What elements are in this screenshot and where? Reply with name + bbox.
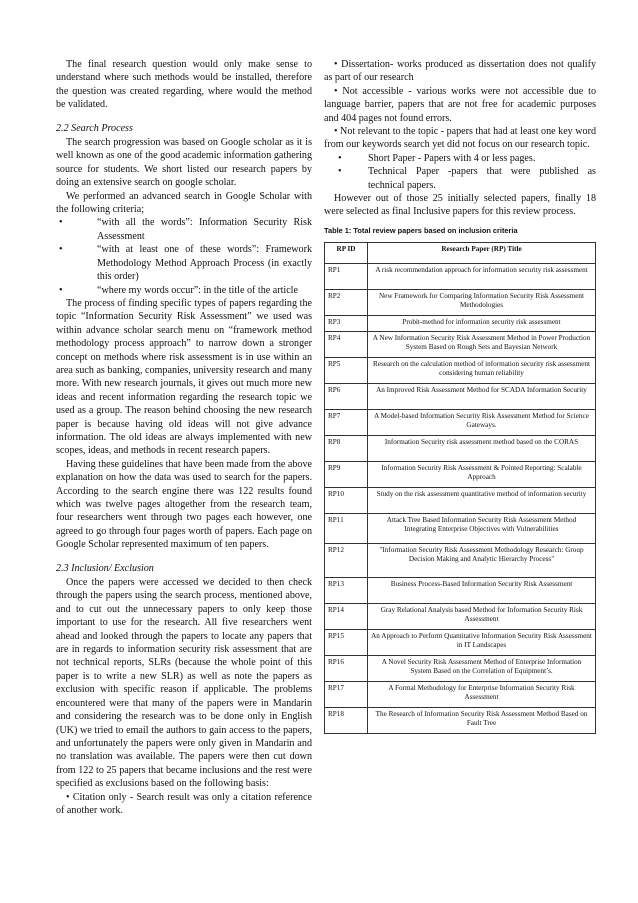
- table-row: [325, 316, 596, 332]
- intro-paragraph: The final research question would only make sense to understand where such methods would be installed, therefore the question was created regarding, where would the method be validated.: [56, 59, 312, 111]
- criteria-item: • “with all the words”: Information Security Risk Assessment: [59, 217, 312, 242]
- final-selection-paragraph: However out of those 25 initially selected papers, finally 18 were selected as final Inclusive papers for this review process.: [324, 193, 596, 218]
- cell-rp-id: RP15: [325, 630, 368, 656]
- table-row: [325, 630, 596, 656]
- cell-rp-id: RP12: [325, 544, 368, 578]
- cell-rp-id: RP1: [325, 264, 368, 290]
- right-column: [324, 58, 596, 734]
- table-row: [325, 604, 596, 630]
- exclusion-item: • Technical Paper -papers that were published as technical papers.: [338, 166, 596, 191]
- table-header-row: [325, 243, 596, 264]
- table-row: [325, 578, 596, 604]
- cell-rp-id: RP11: [325, 514, 368, 544]
- inclusion-paragraph: Once the papers were accessed we decided to then check through the papers using the search process, mentioned above, and to cut out the unnecessary papers to only keep those important to use for the research. All five researchers went ahead and looked through the papers to locate any papers that are in regards to information security risk assessment that are not technical reports, SLRs (because the whole point of this paper is to write a new SLR) as well as note the papers as exclusion with specific reason if applicable. The problems encountered were that many of the papers were in Mandarin and considering the research was to be done only in English (UK) we tried to email the authors to gain access to the papers, and unfortunately the papers were only given in Mandarin and no translation was available. The papers were then cut down from 122 to 25 papers that became inclusions and the rest were specified as exclusions based on the following basis:: [56, 577, 312, 790]
- table-row: [325, 264, 596, 290]
- cell-rp-id: RP3: [325, 316, 368, 332]
- cell-paper-title: Attack Tree Based Information Security Risk Assessment Method Integrating Enterprise Objectives with Vulnerabilities: [368, 514, 596, 544]
- table-caption: Table 1: Total review papers based on inclusion criteria: [324, 225, 518, 235]
- criteria-item: • “where my words occur”: in the title of the article: [59, 284, 298, 296]
- exclusion-item: • Not accessible - various works were not accessible due to language barrier, papers that are not free for academic purposes and 404 pages not found errors.: [324, 85, 596, 124]
- cell-rp-id: RP2: [325, 290, 368, 316]
- cell-rp-id: RP5: [325, 358, 368, 384]
- cell-paper-title: Probit-method for information security risk assessment: [368, 316, 596, 332]
- table-row: [325, 332, 596, 358]
- table-row: [325, 410, 596, 436]
- cell-rp-id: RP18: [325, 708, 368, 734]
- section-heading-inclusion-exclusion: 2.3 Inclusion/ Exclusion: [56, 562, 154, 574]
- cell-paper-title: Information Security risk assessment method based on the CORAS: [368, 436, 596, 462]
- cell-paper-title: Gray Relational Analysis based Method for Information Security Risk Assessment: [368, 604, 596, 630]
- cell-paper-title: A New Information Security Risk Assessment Method in Power Production System Based on Rough Sets and Bayesian Network: [368, 332, 596, 358]
- cell-rp-id: RP16: [325, 656, 368, 682]
- cell-paper-title: A Model-based Information Security Risk Assessment Method for Science Gateways.: [368, 410, 596, 436]
- table-row: [325, 708, 596, 734]
- cell-rp-id: RP10: [325, 488, 368, 514]
- table-row: [325, 358, 596, 384]
- process-paragraph: The process of finding specific types of papers regarding the topic “Information Security Risk Assessment” we used was within advance scholar search menu on “framework method methodology process approach” to narrow down a stronger concept on methods where risk assessment is in use within an area such as banking, companies, university research and many more. With new research journals, it gives out much more new ideas and recent information regarding the research topic we used as a group. The reason behind choosing the new research paper is because having old ideas will not give advance information. The old ideas are always implemented with new scopes, ideas, and methods in recent research papers.: [56, 297, 312, 457]
- exclusion-item: • Short Paper - Papers with 4 or less pages.: [338, 152, 536, 164]
- cell-rp-id: RP9: [325, 462, 368, 488]
- left-column: [56, 58, 312, 817]
- review-papers-table: [324, 242, 596, 734]
- cell-paper-title: A risk recommendation approach for information security risk assessment: [368, 264, 596, 290]
- cell-paper-title: A Novel Security Risk Assessment Method of Enterprise Information System Based on the Correlation of Equipment’s.: [368, 656, 596, 682]
- cell-rp-id: RP13: [325, 578, 368, 604]
- cell-paper-title: "Information Security Risk Assessment Methodology Research: Group Decision Making and Analytic Hierarchy Process": [368, 544, 596, 578]
- exclusion-item: • Dissertation- works produced as dissertation does not qualify as part of our research: [324, 59, 596, 84]
- table-row: [325, 290, 596, 316]
- exclusion-item: • Not relevant to the topic - papers that had at least one key word from our keywords search yet did not focus on our research topic.: [324, 126, 596, 151]
- table-row: [325, 656, 596, 682]
- guidelines-paragraph: Having these guidelines that have been made from the above explanation on how the data was used to search for the papers. According to the search engine there was 122 results found which was twelve pages altogether from the research team, four researchers went through two pages each however, one agreed to go through four pages worth of papers. Each page on Google Scholar represented maximum of ten papers.: [56, 458, 312, 551]
- table-row: [325, 436, 596, 462]
- table-row: [325, 384, 596, 410]
- cell-paper-title: New Framework for Comparing Information Security Risk Assessment Methodologies: [368, 290, 596, 316]
- column-header-title: Research Paper (RP) Title: [368, 243, 596, 264]
- section-heading-search-process: 2.2 Search Process: [56, 122, 133, 134]
- table-row: [325, 682, 596, 708]
- cell-paper-title: Business Process-Based Information Security Risk Assessment: [368, 578, 596, 604]
- cell-paper-title: The Research of Information Security Risk Assessment Method Based on Fault Tree: [368, 708, 596, 734]
- cell-rp-id: RP17: [325, 682, 368, 708]
- cell-paper-title: An Approach to Perform Quantitative Information Security Risk Assessment in IT Landscapes: [368, 630, 596, 656]
- table-body: [325, 264, 596, 734]
- cell-rp-id: RP8: [325, 436, 368, 462]
- cell-rp-id: RP4: [325, 332, 368, 358]
- table-row: [325, 514, 596, 544]
- column-header-rp-id: RP ID: [325, 243, 368, 264]
- cell-rp-id: RP7: [325, 410, 368, 436]
- exclusion-citation-item: • Citation only - Search result was only a citation reference of another work.: [56, 791, 312, 816]
- table-row: [325, 544, 596, 578]
- cell-paper-title: Research on the calculation method of information security risk assessment considering human reliability: [368, 358, 596, 384]
- cell-paper-title: Information Security Risk Assessment & Pointed Reporting: Scalable Approach: [368, 462, 596, 488]
- criteria-item: • “with at least one of these words”: Framework Methodology Method Approach Process (in exactly this order): [59, 244, 312, 283]
- table-row: [325, 488, 596, 514]
- search-paragraph-2: We performed an advanced search in Google Scholar with the following criteria;: [56, 190, 312, 216]
- cell-rp-id: RP14: [325, 604, 368, 630]
- cell-paper-title: Study on the risk assessment quantitative method of information security: [368, 488, 596, 514]
- cell-rp-id: RP6: [325, 384, 368, 410]
- cell-paper-title: A Formal Methodology for Enterprise Information Security Risk Assessment: [368, 682, 596, 708]
- cell-paper-title: An Improved Risk Assessment Method for SCADA Information Security: [368, 384, 596, 410]
- table-row: [325, 462, 596, 488]
- search-paragraph-1: The search progression was based on Google scholar as it is well known as one of the good academic information gathering source for students. We short listed our research papers by doing an extensive search on google scholar.: [56, 137, 312, 189]
